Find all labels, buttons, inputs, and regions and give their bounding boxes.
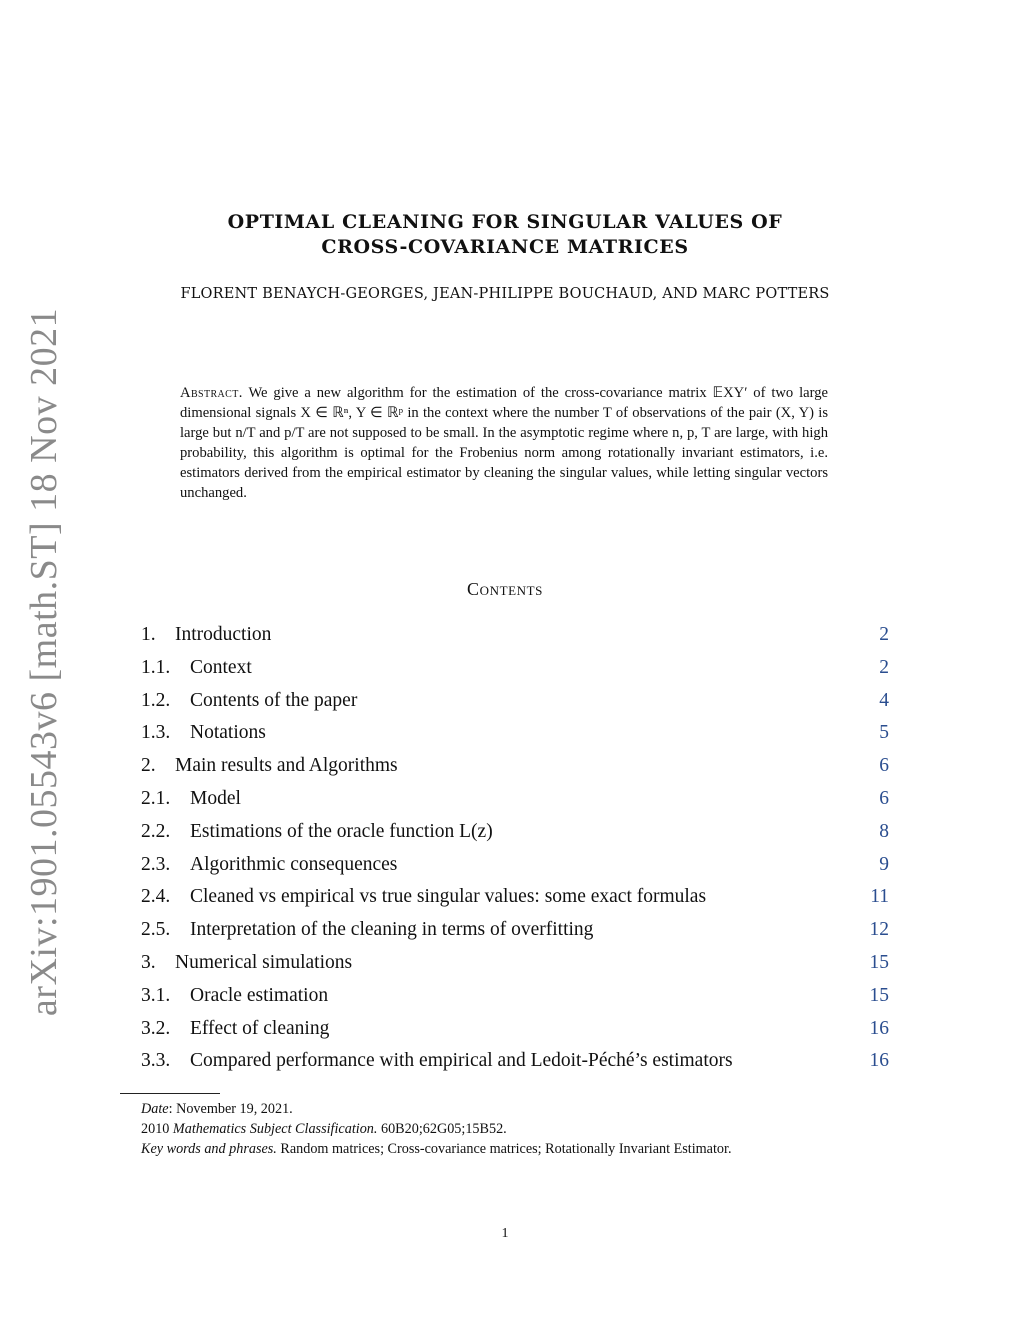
toc-entry[interactable]	[141, 852, 889, 885]
date-value: : November 19, 2021.	[168, 1101, 293, 1117]
toc-entry[interactable]	[141, 884, 889, 917]
toc-entry-number: 1.	[141, 624, 156, 645]
msc-year: 2010	[141, 1121, 173, 1137]
author-list: FLORENT BENAYCH-GEORGES, JEAN-PHILIPPE BOUCHAUD, AND MARC POTTERS	[180, 286, 830, 302]
toc-entry[interactable]	[141, 917, 889, 950]
toc-entry-number: 3.2.	[141, 1017, 171, 1039]
msc-value: 60B20;62G05;15B52.	[377, 1121, 507, 1137]
contents-heading: Contents	[466, 579, 544, 599]
toc-entry[interactable]	[141, 655, 889, 688]
toc-page-link[interactable]: 11	[870, 886, 889, 908]
toc-entry-number: 1.3.	[141, 722, 171, 744]
footnote-msc	[141, 1119, 901, 1139]
toc-entry-title: Oracle estimation	[190, 984, 329, 1006]
toc-entry-title: Notations	[190, 722, 266, 744]
toc-entry-title: Algorithmic consequences	[190, 853, 398, 875]
paper-title	[0, 210, 1010, 260]
toc-entry-title: Contents of the paper	[190, 689, 358, 711]
toc-entry-title: Cleaned vs empirical vs true singular values: some exact formulas	[190, 886, 707, 908]
toc-entry-number: 3.1.	[141, 984, 171, 1006]
toc-page-link[interactable]: 16	[869, 1017, 889, 1039]
toc-page-link[interactable]: 9	[879, 853, 889, 875]
footnote-keywords	[141, 1139, 901, 1159]
toc-entry-number: 2.3.	[141, 853, 171, 875]
date-label: Date	[141, 1101, 169, 1117]
toc-page-link[interactable]: 15	[869, 984, 889, 1006]
table-of-contents	[141, 622, 889, 1081]
toc-entry-number: 1.1.	[141, 656, 171, 678]
toc-page-link[interactable]: 8	[879, 820, 889, 842]
toc-entry-number: 2.5.	[141, 919, 171, 941]
arxiv-side-stamp: arXiv:1901.05543v6 [math.ST] 18 Nov 2021	[23, 307, 65, 1017]
toc-entry[interactable]	[141, 688, 889, 721]
toc-page-link[interactable]: 2	[879, 656, 889, 678]
title-line-2: CROSS-COVARIANCE MATRICES	[321, 236, 689, 258]
toc-entry-number: 2.2.	[141, 820, 171, 842]
toc-entry[interactable]	[141, 786, 889, 819]
keywords-value: Random matrices; Cross-covariance matrices; Rotationally Invariant Estimator.	[276, 1141, 732, 1157]
toc-entry-title: Effect of cleaning	[190, 1017, 330, 1039]
toc-entry-number: 3.	[141, 951, 156, 973]
toc-entry-title: Context	[190, 656, 252, 678]
toc-page-link[interactable]: 12	[869, 919, 889, 941]
toc-page-link[interactable]: 5	[879, 722, 889, 744]
page-number: 1	[501, 1226, 509, 1241]
toc-entry-number: 2.4.	[141, 886, 171, 908]
keywords-label: Key words and phrases.	[141, 1141, 277, 1157]
toc-entry-number: 1.2.	[141, 689, 171, 711]
toc-entry-title: Estimations of the oracle function L(z)	[190, 820, 493, 842]
toc-entry-title: Compared performance with empirical and Ledoit-Péché’s estimators	[190, 1050, 733, 1072]
abstract-label: Abstract.	[180, 385, 243, 401]
toc-entry[interactable]	[141, 622, 889, 655]
toc-entry[interactable]	[141, 819, 889, 852]
toc-entry[interactable]	[141, 1016, 889, 1049]
toc-entry-number: 2.1.	[141, 787, 171, 809]
footnotes	[141, 1099, 901, 1159]
toc-entry[interactable]	[141, 1048, 889, 1081]
toc-entry-number: 3.3.	[141, 1050, 171, 1072]
toc-entry-title: Interpretation of the cleaning in terms of overfitting	[190, 919, 594, 941]
toc-entry-title: Introduction	[175, 624, 272, 645]
toc-page-link[interactable]: 4	[879, 689, 889, 711]
toc-page-link[interactable]: 15	[869, 951, 889, 973]
toc-entry-title: Model	[190, 787, 241, 809]
toc-entry-title: Main results and Algorithms	[175, 755, 398, 777]
title-line-1: OPTIMAL CLEANING FOR SINGULAR VALUES OF	[227, 211, 783, 233]
toc-page-link[interactable]: 16	[869, 1050, 889, 1072]
toc-entry[interactable]	[141, 950, 889, 983]
msc-label: Mathematics Subject Classification.	[172, 1121, 378, 1137]
toc-entry-title: Numerical simulations	[175, 951, 353, 973]
toc-entry[interactable]	[141, 720, 889, 753]
abstract	[180, 383, 828, 503]
toc-page-link[interactable]: 6	[879, 787, 889, 809]
abstract-text: We give a new algorithm for the estimation of the cross-covariance matrix 𝔼XY′ of two large dimensional signals X ∈ ℝⁿ, Y ∈ ℝᵖ in the context where the number T of observations of the pair (X, Y) is large but n/T and p/T are not supposed to be small. In the asymptotic regime where n, p, T are large, with high probability, this algorithm is optimal for the Frobenius norm among rotationally invariant estimators, i.e. estimators derived from the empirical estimator by cleaning the singular values, while letting singular vectors unchanged.	[180, 385, 828, 501]
toc-entry[interactable]	[141, 983, 889, 1016]
toc-page-link[interactable]: 2	[879, 624, 889, 645]
footnote-rule	[120, 1093, 220, 1094]
footnote-date	[141, 1099, 901, 1119]
toc-entry[interactable]	[141, 753, 889, 786]
toc-page-link[interactable]: 6	[879, 755, 889, 777]
toc-entry-number: 2.	[141, 755, 156, 777]
